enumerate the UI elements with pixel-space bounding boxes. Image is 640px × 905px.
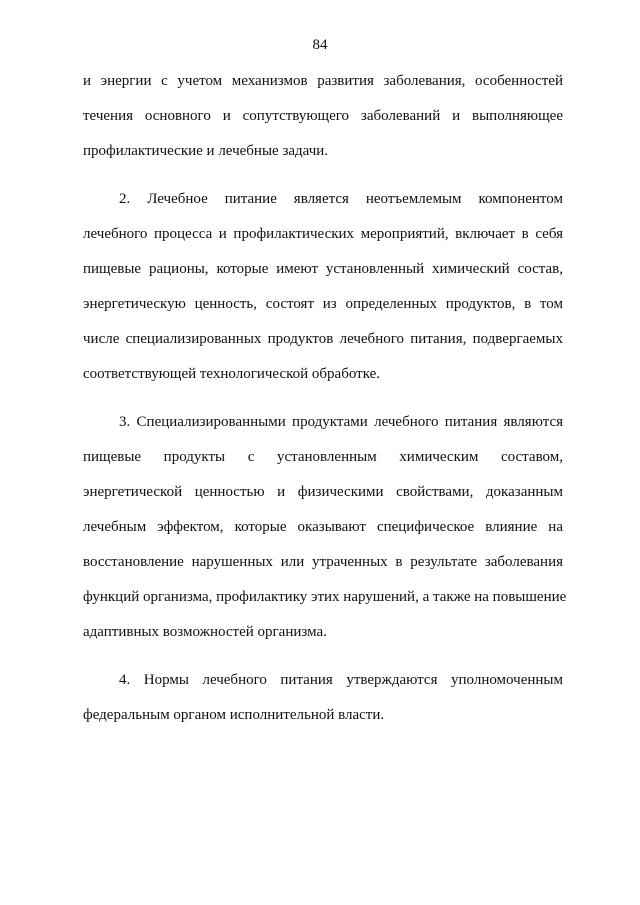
text-line: 4. Нормы лечебного питания утверждаются уполномоченным — [119, 672, 563, 688]
paragraph-gap — [83, 650, 563, 663]
page-number: 84 — [312, 37, 328, 53]
text-line: течения основного и сопутствующего заболеваний и выполняющее — [83, 108, 563, 124]
text-line: функций организма, профилактику этих нарушений, а также на повышение — [83, 589, 567, 605]
text-line: энергетической ценностью и физическими свойствами, доказанным — [83, 484, 563, 500]
text-line: 3. Специализированными продуктами лечебного питания являются — [119, 414, 563, 430]
text-line: федеральным органом исполнительной власти. — [83, 707, 385, 723]
text-line: пищевые рационы, которые имеют установленный химический состав, — [83, 261, 563, 277]
text-line: 2. Лечебное питание является неотъемлемым компонентом — [119, 191, 563, 207]
paragraph-2 — [83, 182, 563, 392]
text-line: лечебным эффектом, которые оказывают специфическое влияние на — [83, 519, 563, 535]
document-body — [83, 64, 567, 733]
paragraph-continuation — [83, 64, 563, 169]
text-line: и энергии с учетом механизмов развития заболевания, особенностей — [83, 73, 563, 89]
paragraph-3 — [83, 405, 567, 650]
text-line: профилактические и лечебные задачи. — [83, 143, 329, 159]
paragraph-4 — [83, 663, 563, 733]
text-line: адаптивных возможностей организма. — [83, 624, 327, 640]
text-line: числе специализированных продуктов лечебного питания, подвергаемых — [83, 331, 563, 347]
paragraph-gap — [83, 392, 563, 405]
text-line: восстановление нарушенных или утраченных в результате заболевания — [83, 554, 563, 570]
text-line: пищевые продукты с установленным химическим составом, — [83, 449, 563, 465]
paragraph-gap — [83, 169, 563, 182]
text-line: лечебного процесса и профилактических мероприятий, включает в себя — [83, 226, 563, 242]
text-line: энергетическую ценность, состоят из определенных продуктов, в том — [83, 296, 563, 312]
text-line: соответствующей технологической обработке. — [83, 366, 381, 382]
